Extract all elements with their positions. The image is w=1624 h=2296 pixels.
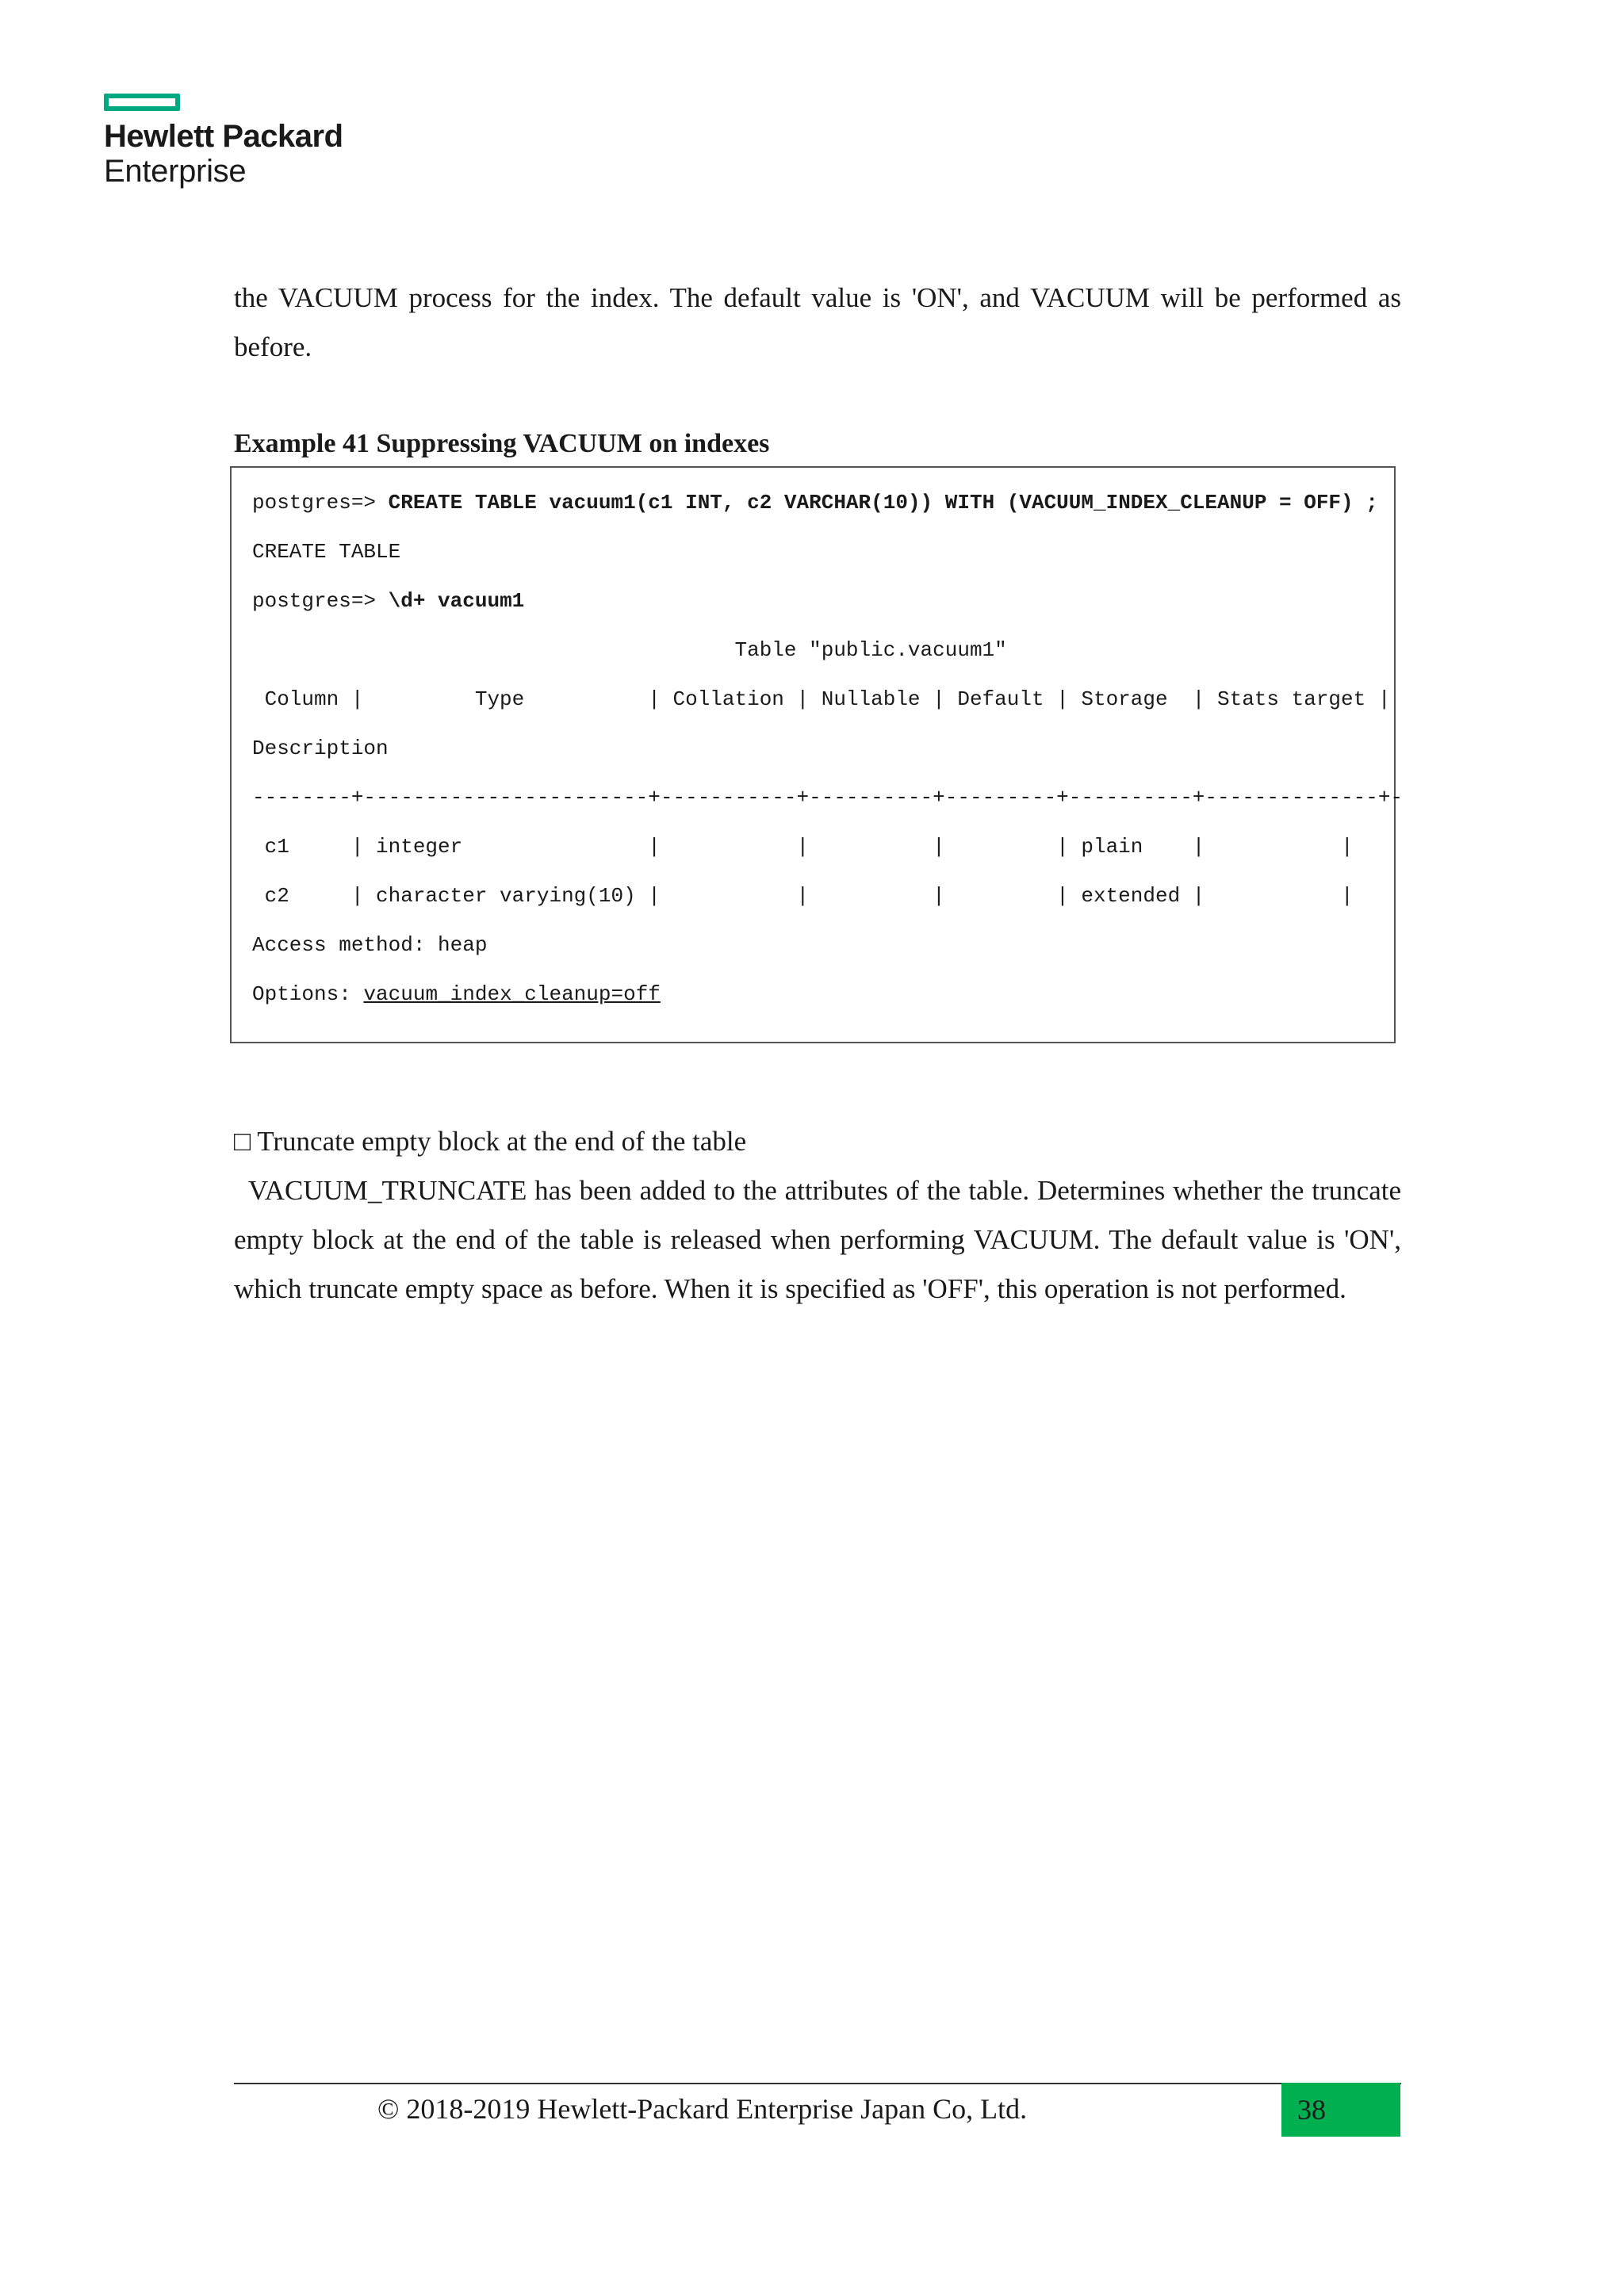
code-options-value: vacuum_index_cleanup=off <box>363 982 661 1006</box>
code-line-6: Description <box>252 737 389 760</box>
code-line-5: Column | Type | Collation | Nullable | Default | Storage | Stats target | <box>252 687 1391 711</box>
code-line-1 <box>252 490 1378 515</box>
section-body: VACUUM_TRUNCATE has been added to the attributes of the table. Determines whether the truncate empty block at the end of the table is released when performing VACUUM. The default value is 'ON', which truncate empty space as before. When it is specified as 'OFF', this operation is not performed. <box>234 1175 1401 1304</box>
logo-line-2: Enterprise <box>104 154 247 189</box>
footer-divider <box>234 2083 1401 2084</box>
hpe-logo <box>104 94 343 189</box>
code-line-7: --------+-----------------------+-----------+----------+---------+----------+--------------+- <box>252 786 1404 809</box>
code-command: CREATE TABLE vacuum1(c1 INT, c2 VARCHAR(10)) WITH (VACUUM_INDEX_CLEANUP = OFF) ; <box>388 491 1378 515</box>
code-line-8: c1 | integer | | | | plain | | <box>252 835 1354 859</box>
page-number: 38 <box>1281 2083 1400 2137</box>
code-line-9: c2 | character varying(10) | | | | extended | | <box>252 884 1354 908</box>
section-truncate <box>234 1117 1401 1314</box>
hpe-logo-bar-icon <box>104 94 180 111</box>
code-line-3 <box>252 588 524 614</box>
code-line-11 <box>252 982 661 1007</box>
code-prompt: postgres=> <box>252 589 389 613</box>
code-command: \d+ vacuum1 <box>388 589 525 613</box>
paragraph-vacuum-index: the VACUUM process for the index. The default value is 'ON', and VACUUM will be performed as before. <box>234 282 1401 362</box>
logo-line-1: Hewlett Packard <box>104 119 343 154</box>
code-example-box <box>230 466 1404 1043</box>
code-line-4: Table "public.vacuum1" <box>252 638 1007 662</box>
code-prompt: postgres=> <box>252 491 389 515</box>
section-heading: □ Truncate empty block at the end of the table <box>234 1126 747 1157</box>
code-line-2: CREATE TABLE <box>252 540 401 564</box>
example-caption: Example 41 Suppressing VACUUM on indexes <box>234 429 770 458</box>
footer-copyright: © 2018-2019 Hewlett-Packard Enterprise Japan Co, Ltd. <box>377 2093 1028 2125</box>
code-line-10: Access method: heap <box>252 933 488 957</box>
code-options-prefix: Options: <box>252 982 364 1006</box>
